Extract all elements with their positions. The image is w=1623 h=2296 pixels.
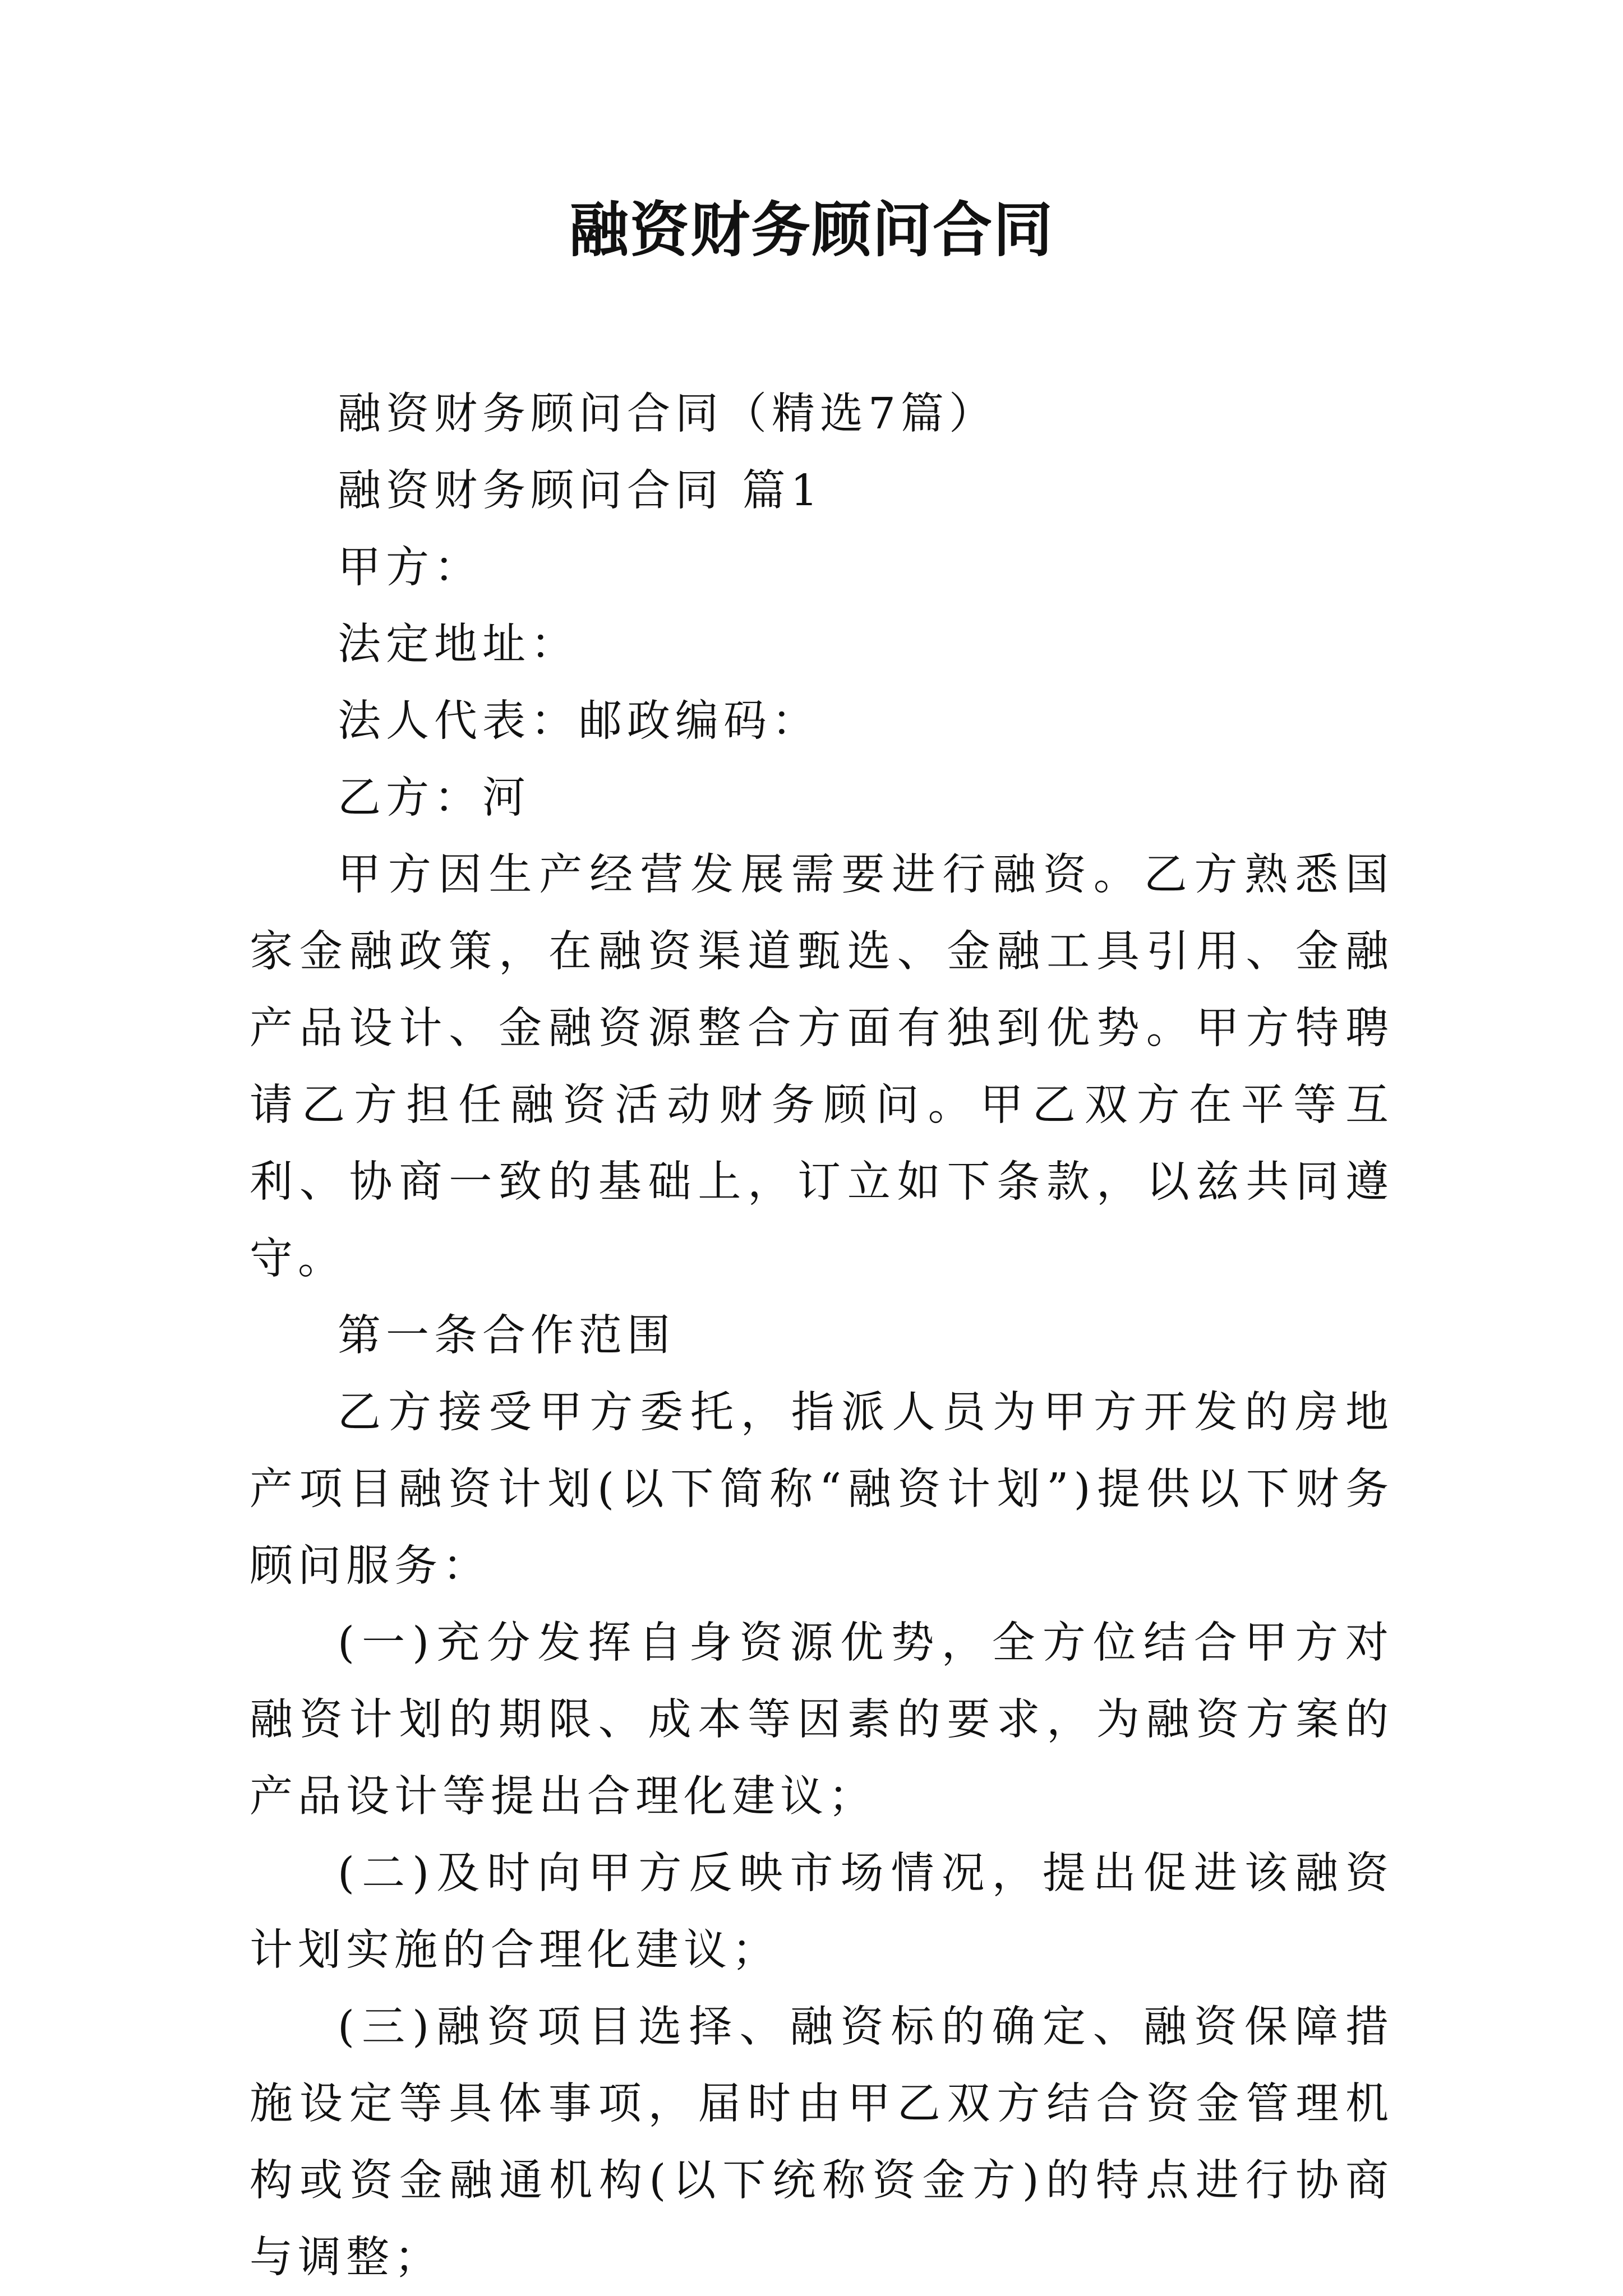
paragraph-party-b: 乙方：河 xyxy=(338,773,531,823)
paragraph-item-2: (二)及时向甲方反映市场情况，提出促进该融资计划实施的合理化建议； xyxy=(250,1849,1394,1975)
paragraph-legal-representative: 法人代表：邮政编码： xyxy=(338,696,820,746)
paragraph-item-3: (三)融资项目选择、融资标的确定、融资保障措施设定等具体事项，届时由甲乙双方结合资金管理机构或资金融通机构(以下统称资金方)的特点进行协商与调整； xyxy=(250,2002,1394,2283)
paragraph-article-1-intro: 乙方接受甲方委托，指派人员为甲方开发的房地产项目融资计划(以下简称“融资计划”)提供以下财务顾问服务： xyxy=(250,1388,1394,1591)
paragraph-subtitle: 融资财务顾问合同（精选7篇） xyxy=(338,389,997,439)
paragraph-item-1: (一)充分发挥自身资源优势，全方位结合甲方对融资计划的期限、成本等因素的要求，为融资方案的产品设计等提出合理化建议； xyxy=(250,1618,1394,1822)
paragraph-legal-address: 法定地址： xyxy=(338,620,579,669)
document-body xyxy=(250,376,1394,2296)
paragraph-party-a: 甲方： xyxy=(338,543,482,593)
paragraph-section-heading: 融资财务顾问合同 篇1 xyxy=(338,466,823,516)
paragraph-article-1-heading: 第一条合作范围 xyxy=(338,1311,675,1361)
document-title: 融资财务顾问合同 xyxy=(569,195,1054,265)
paragraph-background: 甲方因生产经营发展需要进行融资。乙方熟悉国家金融政策，在融资渠道甄选、金融工具引用、金融产品设计、金融资源整合方面有独到优势。甲方特聘请乙方担任融资活动财务顾问。甲乙双方在平等互利、协商一致的基础上，订立如下条款，以兹共同遵守。 xyxy=(250,850,1394,1284)
